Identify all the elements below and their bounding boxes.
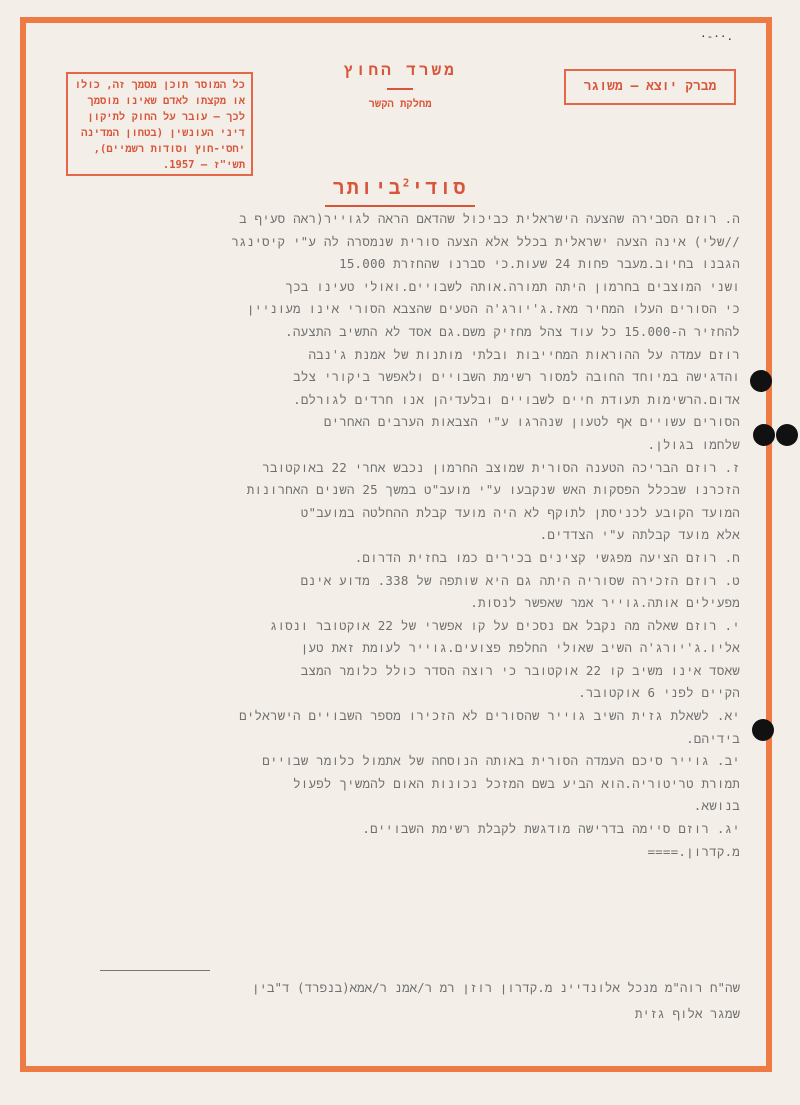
body-line: שאסד אינו משיב קו 22 אוקטובר כי רוצה הסדר כולל כלומר המצב [300,662,740,678]
notice-line: לכך – עובר על החוק לתיקון [87,111,245,123]
body-line: תמורת טריטוריה.הוא הביע בשם המזכל נכונות האום להמשיך לפעול [293,775,740,791]
classification-prefix: סודי [411,175,468,199]
ministry-name: משרד החוץ [343,60,457,79]
body-line: הגבנו בחיוב.מעבר פחות 24 שעות.כי סברנו שהחזרת 15.000 [339,256,740,272]
body-line: אלא מועד קבלתה ע"י הצדדים. [539,527,740,543]
distribution-rule [100,970,210,971]
body-line: בנושא. [693,798,740,814]
body-line: יב. גוייר סיכם העמדה הסורית באותה הנוסחה של אתמול כלומר שבויים [262,753,740,769]
notice-line: יחסי-חוץ וסודות רשמיים), [93,143,245,155]
signature-line: מ.קדרון.==== [647,843,740,859]
distribution-list [100,970,740,1027]
body-line: הסורים עשויים אף לטעון שנהרגו ע"י הצבאות הערבים האחרים [323,414,740,430]
body-line: אדום.הרשימות תעודת חיים לשבויים ובלעדיהן אנו חרדים לגורלם. [293,391,740,407]
body-line: ט. רוזם הזכירה שסוריה היתה גם היא שותפה של 338. מדוע אינם [300,572,740,588]
body-line: יג. רוזם סיימה בדרישה מודגשת לקבלת רשימת השבויים. [362,821,740,837]
body-line: י. רוזם שאלה מה נקבל אם נסכים על קו אפשרי של 22 אוקטובר ונסוג [269,617,740,633]
body-line: להחזיר ה-15.000 כל עוד צהל מחזיק משם.גם אסד לא התשיב התצעה. [285,323,740,339]
classification-suffix: ביותר [332,175,403,199]
notice-line: או מקצתו לאדם שאינו מוסמך [87,95,245,107]
body-line: ה. רוזם הסבירה שהצעה הישראלית כביכול שהדאם הראה לגוייר(ראה סעיף ב [239,211,740,226]
body-line: רוזם עמדה על ההוראות המחייבות ובלתי מותנות של אמנת ג'נבה [308,346,740,362]
body-line: כי הסורים העלו המחיר מאז.ג'יורג'ה הטעים שהצבא הסורי אינו מעוניין [246,301,740,317]
body-line: מפעילים אותה.גוייר אמר שאפשר לנסות. [470,595,740,611]
body-line: ושני המוצבים בחרמון היתה תמורה.אותה לשבויים.ואולי טעינו בכך [285,278,740,294]
punch-hole [750,370,772,392]
punch-hole [776,424,798,446]
body-line: ח. רוזם הציעה מפגשי קצינים בכירים כמו בחזית הדרום. [354,549,740,565]
spacer [100,200,740,208]
notice-line: כל המוסר תוכן מסמך זה, כולו [74,79,245,91]
letterhead [300,60,500,111]
corner-mark: ·-··. [700,30,734,43]
body-line: הזכרנו שבכלל הפסקות האש שנקבעו ע"י מועב"ט במשך 25 השנים האחרונות [246,482,740,498]
notice-line: תשי"ז – 1957. [162,159,245,171]
body-line: יא. לשאלת גזית השיב גוייר שהסורים לא הזכירו מספר השבויים הישראלים [239,708,740,724]
notice-line: דיני העונשין (בטחון המדינה [81,127,245,139]
punch-hole [753,424,775,446]
body-line: ז. רוזם הבריכה הטענה הסורית שמוצב החרמון נכבש אחרי 22 באוקטובר [262,459,740,475]
body-line: הקיים לפני 6 אוקטובר. [578,685,740,701]
body-line: שלחמו בגולן. [647,436,740,452]
body-line: אליו.ג'יורג'ה השיב שאולי החלפת פצועים.גוייר לעומת זאת טען [300,640,740,656]
classification-superscript: 2 [402,176,412,190]
punch-hole [752,719,774,741]
body-line: המועד הקובע לכניסתן לתוקף לא היה מועד קבלת ההחלטה במועב"ט [300,504,740,520]
letterhead-rule [387,88,413,90]
legal-notice-box [66,72,253,176]
body-line: בידיהם. [686,730,740,746]
body-line: והדגישה במיוחד החובה למסור רשימת השבויים ולאפשר ביקורי צלב [293,369,740,385]
department-name: מחלקת הקשר [368,98,432,110]
cable-type-box: מברק יוצא – משוגר [564,69,736,105]
distribution-line: שמגר אלוף גזית [634,1006,740,1021]
body-line: //שלי) אינה הצעה ישראלית בכלל אלא הצעה סורית שנמסרה לה ע"י קיסינגר [231,233,740,249]
distribution-line: שה"ח רוה"מ מנכל אלונדיינ מ.קדרון רוזן רמ ר/אמנ ר/אמא(בנפרד) ד"בין [252,980,740,995]
cable-body [100,200,740,863]
